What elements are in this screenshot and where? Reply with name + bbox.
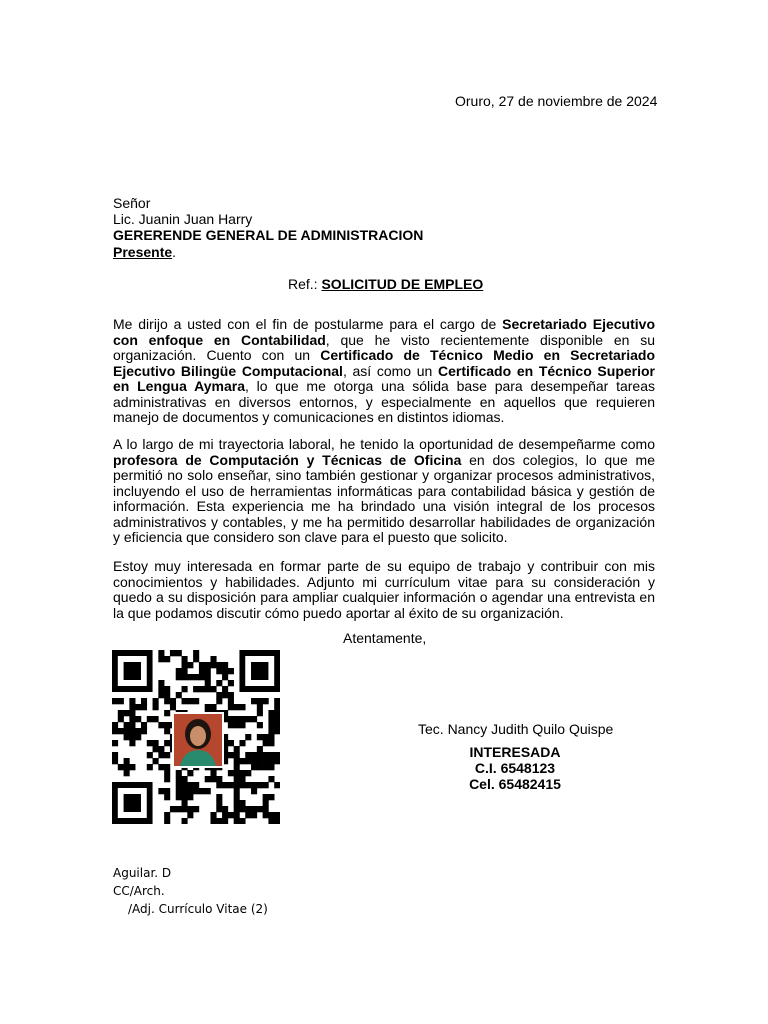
body-paragraph-1 xyxy=(113,317,655,426)
reference-subject: SOLICITUD DE EMPLEO xyxy=(321,276,484,292)
body-paragraph-2 xyxy=(113,437,655,546)
paragraph-2-run-3: en dos colegios, lo que me permitió no solo enseñar, sino también gestionar y organizar procesos administrativos, incluyendo el uso de herramientas informáticas para contabilidad básica y gestión de información. Esta experiencia me ha brindado una visión integral de los procesos administrativos y contables, y me ha permitido desarrollar habilidades de organización y eficiencia que considero son clave para el puesto que solicito. xyxy=(113,451,655,545)
reference-label: Ref.: xyxy=(288,276,322,292)
signer-ci: C.I. 6548123 xyxy=(474,760,556,776)
paragraph-2-run-1: A lo largo de mi trayectoria laboral, he tenido la oportunidad de desempeñarme como xyxy=(113,436,655,452)
paragraph-1-run-2: Secretariado Ejecutivo con enfoque en Contabilidad xyxy=(113,316,655,348)
paragraph-3-run-1: Estoy muy interesada en formar parte de su equipo de trabajo y contribuir con mis conocimientos y habilidades. Adjunto mi currículum vitae para su consideración y quedo a su disposición para ampliar cualquier información o agendar una entrevista en la que podamos discutir cómo puedo aportar al éxito de su organización. xyxy=(113,558,655,621)
presente-word: Presente xyxy=(113,244,173,260)
recipient-salutation: Señor xyxy=(113,195,151,211)
signer-role: INTERESADA xyxy=(469,744,561,760)
footer-initials: Aguilar. D xyxy=(113,866,172,880)
paragraph-2-run-2: profesora de Computación y Técnicas de Oficina xyxy=(113,451,462,468)
paragraph-1-run-4: Certificado de Técnico Medio en Secretariado Ejecutivo Bilingüe Computacional xyxy=(113,347,655,379)
signer-cel: Cel. 65482415 xyxy=(469,776,561,792)
footer-cc: CC/Arch. xyxy=(113,884,165,898)
recipient-position: GERERENDE GENERAL DE ADMINISTRACION xyxy=(113,227,424,243)
body-paragraph-3 xyxy=(113,559,655,621)
recipient-name: Lic. Juanin Juan Harry xyxy=(113,211,253,227)
paragraph-1-run-3: , que he visto recientemente disponible en su organización. Cuento con un xyxy=(113,331,655,363)
qr-code xyxy=(112,650,280,824)
footer-adj: /Adj. Currículo Vitae (2) xyxy=(128,902,268,916)
paragraph-1-run-1: Me dirijo a usted con el fin de postularme para el cargo de xyxy=(113,316,503,332)
reference-line xyxy=(288,276,483,292)
profile-photo xyxy=(172,712,224,768)
letter-date: Oruro, 27 de noviembre de 2024 xyxy=(455,93,658,109)
presente-period: . xyxy=(172,244,177,260)
paragraph-1-run-6: Certificado en Técnico Superior en Lengua Aymara xyxy=(113,362,655,394)
signer-name: Tec. Nancy Judith Quilo Quispe xyxy=(418,721,614,737)
closing: Atentamente, xyxy=(343,630,427,646)
paragraph-1-run-5: , así como un xyxy=(342,362,439,379)
paragraph-1-run-7: , lo que me otorga una sólida base para desempeñar tareas administrativas en diversos entornos, y especialmente en aquellos que requieren manejo de documentos y comunicaciones en distintos idiomas. xyxy=(113,378,655,425)
recipient-presente xyxy=(113,244,176,260)
